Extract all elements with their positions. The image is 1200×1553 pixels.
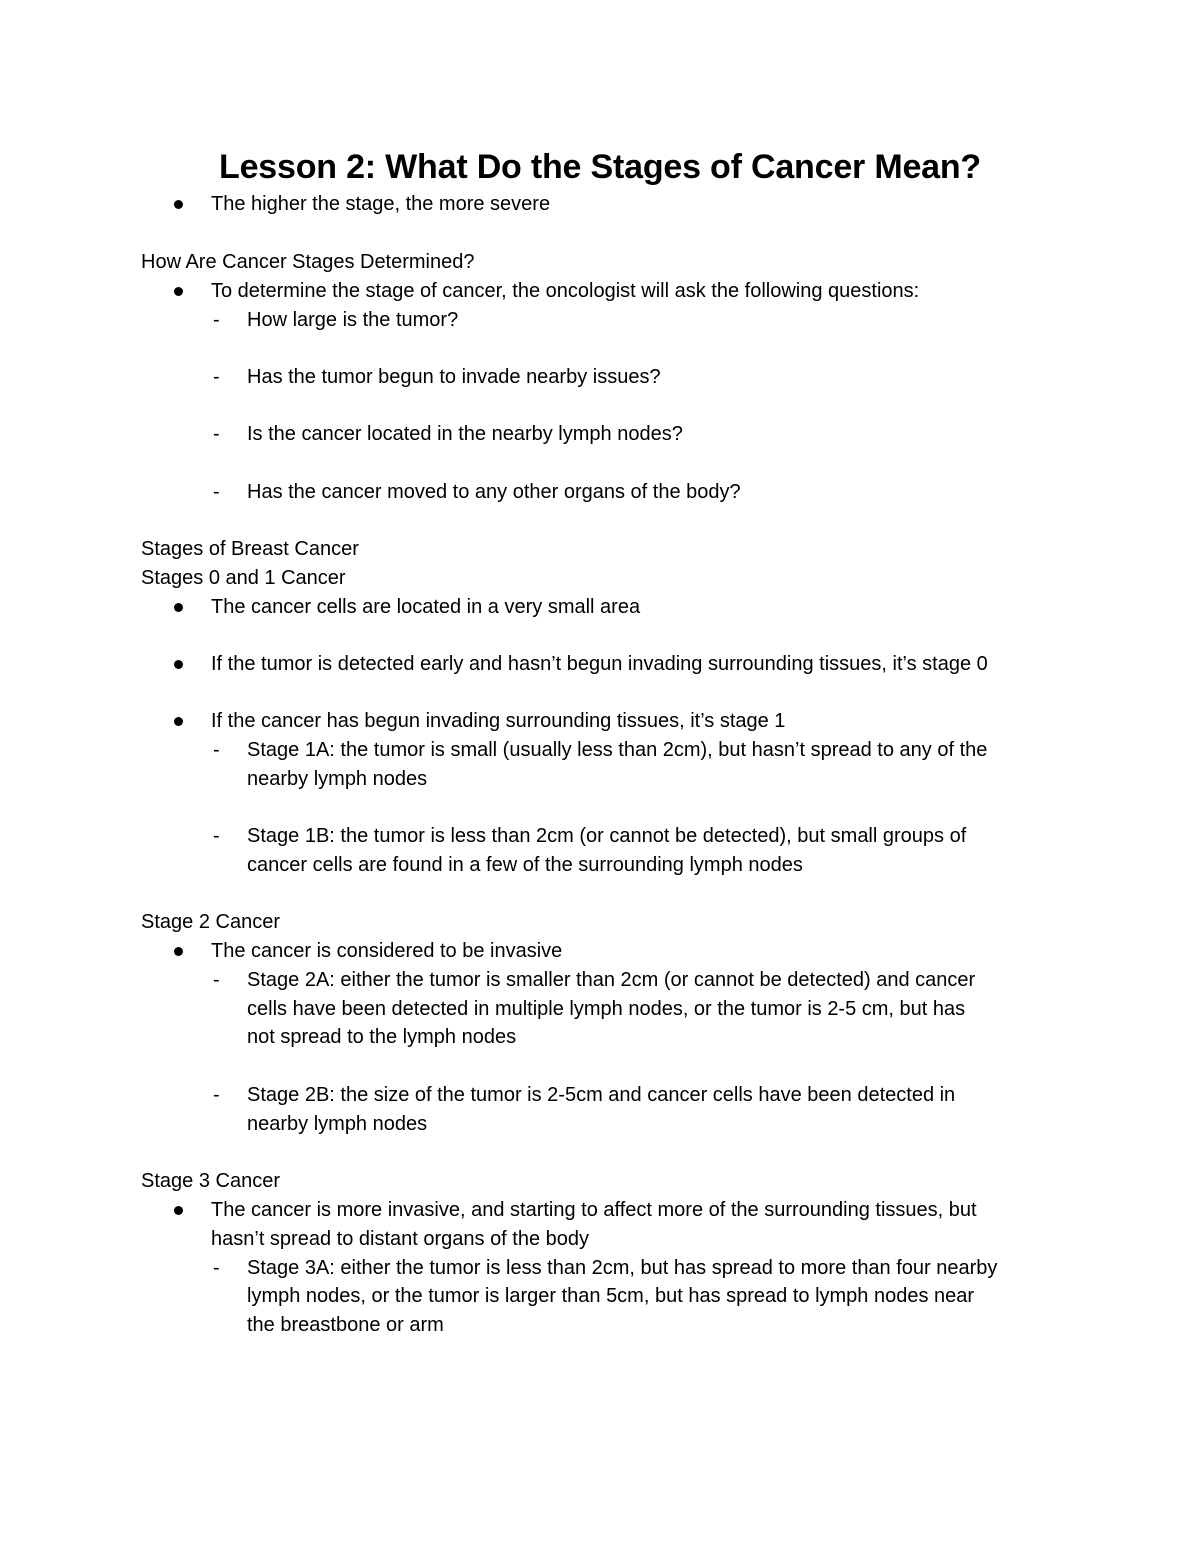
subitem-stage-2b-continued: nearby lymph nodes (247, 1113, 428, 1135)
subitem-stage-2b: - Stage 2B: the size of the tumor is 2-5cm and cancer cells have been detected in (247, 1081, 955, 1110)
question-item-lymph-nodes: - Is the cancer located in the nearby lymph nodes? (247, 420, 683, 449)
bullet-item-more-invasive-continued: hasn’t spread to distant organs of the body (211, 1228, 590, 1250)
subitem-stage-1a: - Stage 1A: the tumor is small (usually less than 2cm), but hasn’t spread to any of the (247, 736, 987, 765)
intro-bullet-item: The higher the stage, the more severe (211, 190, 550, 219)
bullet-item-stage-0: If the tumor is detected early and hasn’t begun invading surrounding tissues, it’s stage 0 (211, 650, 988, 679)
section-heading-breast-cancer: Stages of Breast Cancer (141, 538, 359, 560)
subitem-stage-1b-continued: cancer cells are found in a few of the surrounding lymph nodes (247, 854, 803, 876)
bullet-item-determine-stage: To determine the stage of cancer, the oncologist will ask the following questions: (211, 277, 919, 306)
section-heading-stage-3: Stage 3 Cancer (141, 1170, 280, 1192)
question-item-invade-issues: - Has the tumor begun to invade nearby issues? (247, 363, 661, 392)
subitem-stage-3a-continued: lymph nodes, or the tumor is larger than 5cm, but has spread to lymph nodes near (247, 1285, 975, 1307)
subitem-stage-3a-continued-2: the breastbone or arm (247, 1314, 444, 1336)
subitem-stage-2a-continued: cells have been detected in multiple lymph nodes, or the tumor is 2-5 cm, but has (247, 998, 966, 1020)
subitem-stage-1a-continued: nearby lymph nodes (247, 768, 428, 790)
subitem-stage-2a-continued-2: not spread to the lymph nodes (247, 1026, 517, 1048)
bullet-item-small-area: The cancer cells are located in a very small area (211, 593, 640, 622)
bullet-item-stage-1: If the cancer has begun invading surrounding tissues, it’s stage 1 (211, 707, 785, 736)
bullet-item-more-invasive: The cancer is more invasive, and starting to affect more of the surrounding tissues, but (211, 1196, 977, 1225)
bullet-item-invasive: The cancer is considered to be invasive (211, 937, 562, 966)
page-title: Lesson 2: What Do the Stages of Cancer Mean? (219, 148, 981, 186)
subitem-stage-1b: - Stage 1B: the tumor is less than 2cm (or cannot be detected), but small groups of (247, 822, 966, 851)
question-item-other-organs: - Has the cancer moved to any other organs of the body? (247, 478, 741, 507)
section-heading-how-determined: How Are Cancer Stages Determined? (141, 251, 475, 273)
question-item-tumor-size: - How large is the tumor? (247, 306, 458, 335)
section-heading-stages-0-1: Stages 0 and 1 Cancer (141, 567, 346, 589)
section-heading-stage-2: Stage 2 Cancer (141, 911, 280, 933)
subitem-stage-2a: - Stage 2A: either the tumor is smaller than 2cm (or cannot be detected) and cancer (247, 966, 975, 995)
subitem-stage-3a: - Stage 3A: either the tumor is less than 2cm, but has spread to more than four nearby (247, 1254, 997, 1283)
